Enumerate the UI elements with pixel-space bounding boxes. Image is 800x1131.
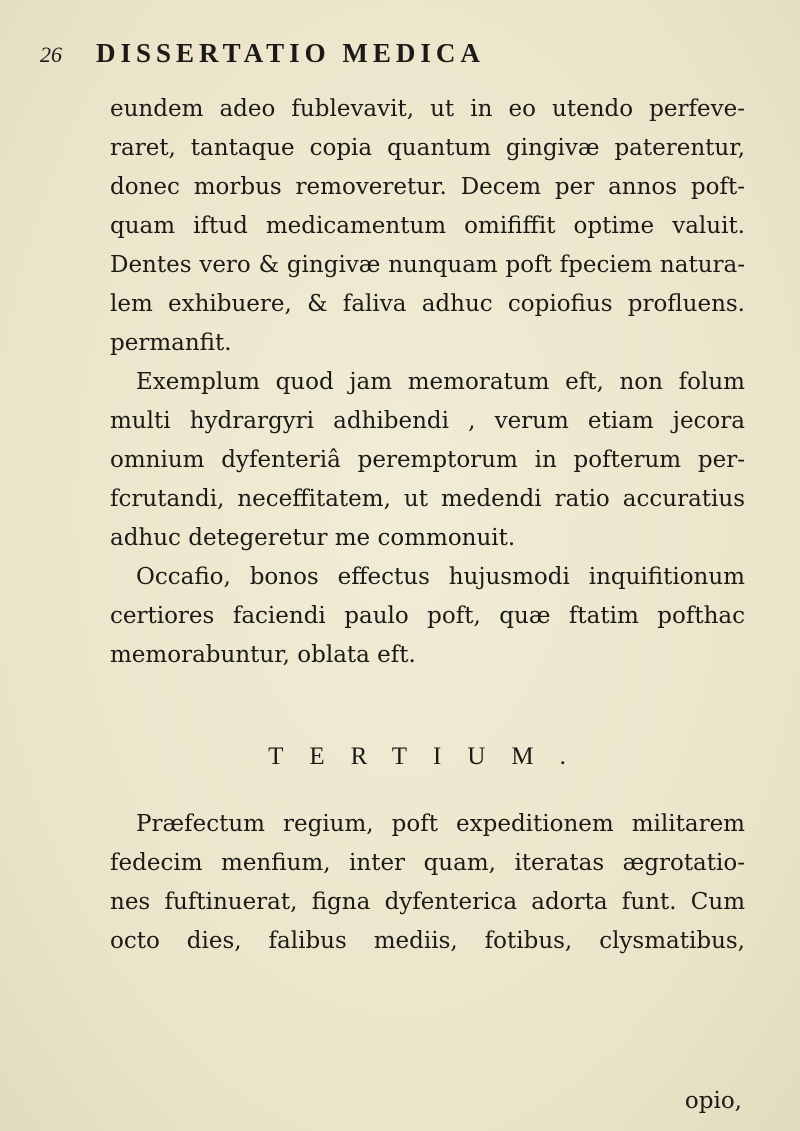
text-line: certiores faciendi paulo poft, quæ ftatim pofthac [110, 603, 745, 629]
text-line: permanfit. [110, 330, 232, 356]
text-line: adhuc detegeretur me commonuit. [110, 525, 516, 551]
text-line: Occafio, bonos effectus hujusmodi inquifitionum [136, 564, 745, 590]
text-line: omnium dyfenteriâ peremptorum in pofterum per- [110, 447, 745, 473]
page-number: 26 [40, 42, 62, 67]
section-heading: TERTIUM. [268, 743, 592, 770]
text-line: donec morbus removeretur. Decem per annos poft- [110, 174, 745, 200]
text-line: lem exhibuere, & faliva adhuc copiofius profluens. [110, 291, 745, 317]
text-line: nes fuftinuerat, figna dyfenterica adorta funt. Cum [110, 889, 745, 915]
text-line: octo dies, falibus mediis, fotibus, clysmatibus, [110, 928, 745, 954]
text-line: memorabuntur, oblata eft. [110, 642, 416, 668]
text-line: eundem adeo fublevavit, ut in eo utendo perfeve- [110, 96, 745, 122]
body-text-top [110, 90, 745, 675]
text-line: raret, tantaque copia quantum gingivæ paterentur, [110, 135, 745, 161]
catchword: opio, [684, 1088, 742, 1114]
body-text-bottom [110, 805, 745, 961]
page-header [40, 38, 760, 78]
text-line: fedecim menfium, inter quam, iteratas ægrotatio- [110, 850, 745, 876]
text-line: Exemplum quod jam memoratum eft, non folum [136, 369, 745, 395]
text-line: Dentes vero & gingivæ nunquam poft fpeciem natura- [110, 252, 745, 278]
text-line: multi hydrargyri adhibendi , verum etiam jecora [110, 408, 745, 434]
text-line: Præfectum regium, poft expeditionem militarem [136, 811, 745, 837]
text-line: quam iftud medicamentum omififfit optime valuit. [110, 213, 745, 239]
running-head: DISSERTATIO MEDICA [96, 38, 485, 68]
text-line: fcrutandi, neceffitatem, ut medendi ratio accuratius [110, 486, 745, 512]
